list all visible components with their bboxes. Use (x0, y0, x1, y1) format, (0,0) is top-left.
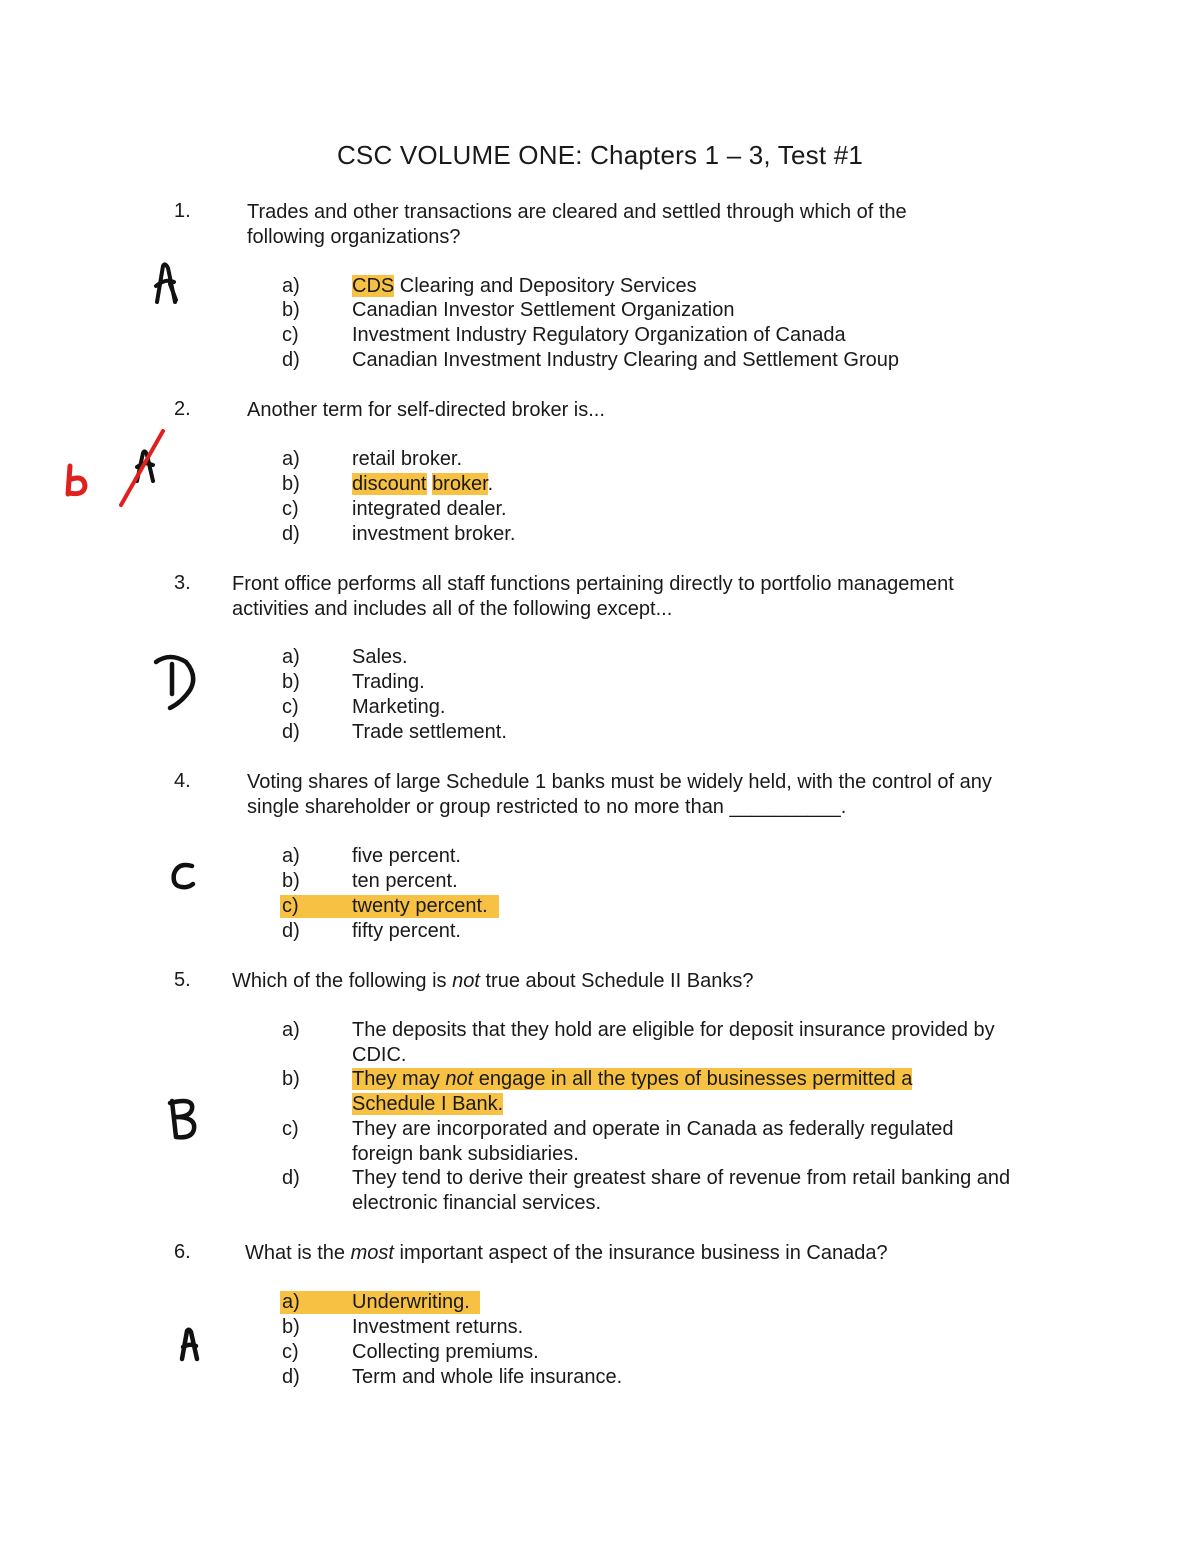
question-text: Front office performs all staff functions pertaining directly to portfolio management activities and includes all of the following except... (232, 573, 954, 620)
question-text: Which of the following is not true about Schedule II Banks? (232, 970, 754, 992)
question-number: 1. (174, 200, 191, 222)
handwritten-answer-5 (164, 1095, 200, 1143)
option-4b: b) ten percent. (282, 870, 458, 892)
option-1c: c) Investment Industry Regulatory Organization of Canada (282, 324, 846, 346)
option-6d: d) Term and whole life insurance. (282, 1366, 623, 1388)
highlight: CDS (352, 275, 395, 297)
handwritten-correction-2 (58, 460, 94, 500)
question-number: 3. (174, 572, 191, 594)
question-number: 6. (174, 1241, 191, 1263)
question-number: 2. (174, 398, 191, 420)
option-6a: a) Underwriting. (0, 1290, 1100, 1315)
option-6c: c) Collecting premiums. (282, 1341, 539, 1363)
handwritten-answer-1 (148, 260, 184, 308)
option-4d: d) fifty percent. (282, 920, 461, 942)
question-text: What is the most important aspect of the insurance business in Canada? (245, 1242, 888, 1264)
question-text: Voting shares of large Schedule 1 banks must be widely held, with the control of any single shareholder or group restricted to no more than __________. (247, 771, 992, 818)
option-2a: a) retail broker. (282, 448, 463, 470)
option-1a: a) CDS Clearing and Depository Services (282, 275, 697, 297)
question-text: Trades and other transactions are cleared and settled through which of the following organizations? (247, 201, 907, 248)
question-number: 4. (174, 770, 191, 792)
option-2d: d) investment broker. (282, 523, 516, 545)
option-2b: b) discount broker. (282, 473, 494, 495)
option-2c: c) integrated dealer. (282, 498, 507, 520)
option-3a: a) Sales. (282, 646, 408, 668)
option-4c: c) twenty percent. (0, 894, 1100, 919)
option-3d: d) Trade settlement. (282, 721, 507, 743)
option-1d: d) Canadian Investment Industry Clearing and Settlement Group (282, 349, 899, 371)
handwritten-answer-6 (176, 1325, 204, 1363)
option-3b: b) Trading. (282, 671, 425, 693)
highlight: Schedule I Bank. (352, 1093, 504, 1115)
option-6b: b) Investment returns. (282, 1316, 524, 1338)
question-number: 5. (174, 969, 191, 991)
option-4a: a) five percent. (282, 845, 461, 867)
option-1b: b) Canadian Investor Settlement Organization (282, 299, 735, 321)
highlight: broker (432, 473, 488, 495)
handwritten-answer-3 (150, 650, 200, 712)
question-text: Another term for self-directed broker is... (247, 399, 605, 421)
handwritten-answer-4 (168, 860, 198, 892)
page-title: CSC VOLUME ONE: Chapters 1 – 3, Test #1 (336, 140, 864, 170)
highlight: discount (352, 473, 427, 495)
highlight: They may not engage in all the types of businesses permitted a (352, 1068, 913, 1090)
option-3c: c) Marketing. (282, 696, 446, 718)
handwritten-answer-2-crossed (115, 425, 175, 510)
